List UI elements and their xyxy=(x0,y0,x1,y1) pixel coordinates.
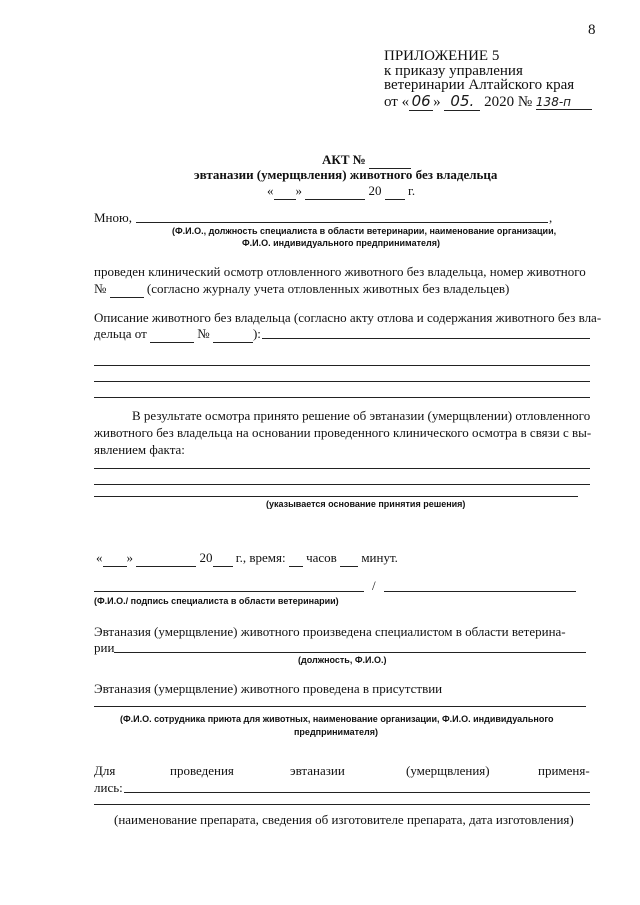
performed-line-1: Эвтаназия (умерщвление) животного произведена специалистом в области ветерина- xyxy=(94,624,566,639)
me-comma: , xyxy=(549,210,553,225)
decision-fill-c xyxy=(94,496,578,497)
drugs-w5: применя- xyxy=(538,763,590,778)
date-year-no: 2020 № xyxy=(484,94,533,110)
decision-fill-a xyxy=(94,468,590,469)
description-line-a xyxy=(94,365,590,366)
page-number: 8 xyxy=(588,22,596,38)
act-date-open: « xyxy=(267,183,274,198)
exam-no-label: № xyxy=(94,281,107,296)
drugs-line-2: лись: xyxy=(94,780,123,795)
drugs-fill-a xyxy=(124,792,590,793)
order-number: 138-п xyxy=(536,95,592,110)
exam-line-2 xyxy=(94,281,509,298)
decision-line-2: животного без владельца на основании проведенного клинического осмотра в связи с вы- xyxy=(94,425,592,440)
me-note-1: (Ф.И.О., должность специалиста в области ветеринарии, наименование организации, xyxy=(172,226,557,236)
time-close: » xyxy=(126,550,133,565)
date-month: 05. xyxy=(444,92,480,111)
drugs-fill-b xyxy=(94,804,590,805)
date-prefix: от « xyxy=(384,94,410,110)
drugs-w2: проведения xyxy=(170,763,234,778)
signature-note: (Ф.И.О./ подпись специалиста в области ветеринарии) xyxy=(94,596,339,606)
date-day: 06 xyxy=(409,92,433,111)
time-year-suffix: г., время: xyxy=(235,550,286,565)
description-line-b xyxy=(94,381,590,382)
time-year: 20 xyxy=(199,550,213,565)
description-line-2 xyxy=(94,326,261,343)
performed-line-2: рии xyxy=(94,640,115,655)
decision-line-1: В результате осмотра принято решение об эвтаназии (умерщвлении) отловленного xyxy=(132,408,591,423)
appendix-title: ПРИЛОЖЕНИЕ 5 xyxy=(384,48,500,64)
presence-line-1: Эвтаназия (умерщвление) животного проведена в присутствии xyxy=(94,681,443,696)
time-open: « xyxy=(96,550,103,565)
performed-note: (должность, Ф.И.О.) xyxy=(298,655,387,665)
drugs-note: (наименование препарата, сведения об изготовителе препарата, дата изготовления) xyxy=(114,812,574,827)
decision-fill-b xyxy=(94,484,590,485)
drugs-w3: эвтаназии xyxy=(290,763,345,778)
date-mid: » xyxy=(433,94,441,110)
exam-line-1: проведен клинический осмотр отловленного животного без владельца, номер животного xyxy=(94,264,586,279)
act-subtitle: эвтаназии (умерщвления) животного без владельца xyxy=(194,167,498,182)
act-date-close: » xyxy=(295,183,302,198)
performed-fill-line xyxy=(114,652,586,653)
act-date xyxy=(267,183,415,200)
act-title-text: АКТ № xyxy=(322,152,366,167)
description-fill-line xyxy=(262,338,590,339)
decision-line-3: явлением факта: xyxy=(94,442,185,457)
exam-no-blank xyxy=(110,281,144,298)
description-line-c xyxy=(94,397,590,398)
signature-line-left xyxy=(94,591,364,592)
time-minutes: минут. xyxy=(361,550,398,565)
presence-note-2: предпринимателя) xyxy=(294,727,379,737)
signature-line-right xyxy=(384,591,576,592)
time-hours: часов xyxy=(306,550,337,565)
appendix-line2: ветеринарии Алтайского края xyxy=(384,77,575,93)
appendix-line1: к приказу управления xyxy=(384,63,523,79)
appendix-date-line xyxy=(384,92,592,111)
time-line xyxy=(96,550,398,567)
signature-slash: / xyxy=(372,578,376,593)
decision-note: (указывается основание принятия решения) xyxy=(266,499,466,509)
me-label: Мною, xyxy=(94,210,132,225)
me-fill-line xyxy=(136,222,548,223)
description-close: ): xyxy=(252,326,261,341)
description-from-label: дельца от xyxy=(94,326,147,341)
drugs-w4: (умерщвления) xyxy=(406,763,490,778)
act-year: 20 xyxy=(368,183,382,198)
description-line-1: Описание животного без владельца (согласно акту отлова и содержания животного без вла- xyxy=(94,310,602,325)
description-no-label: № xyxy=(197,326,210,341)
act-year-suffix: г. xyxy=(408,183,416,198)
exam-line-2-text: (согласно журналу учета отловленных животных без владельцев) xyxy=(146,281,510,296)
drugs-w1: Для xyxy=(94,763,116,778)
me-note-2: Ф.И.О. индивидуального предпринимателя) xyxy=(242,238,440,248)
presence-note-1: (Ф.И.О. сотрудника приюта для животных, наименование организации, Ф.И.О. индивидуального xyxy=(120,714,554,724)
presence-fill-line xyxy=(94,706,586,707)
